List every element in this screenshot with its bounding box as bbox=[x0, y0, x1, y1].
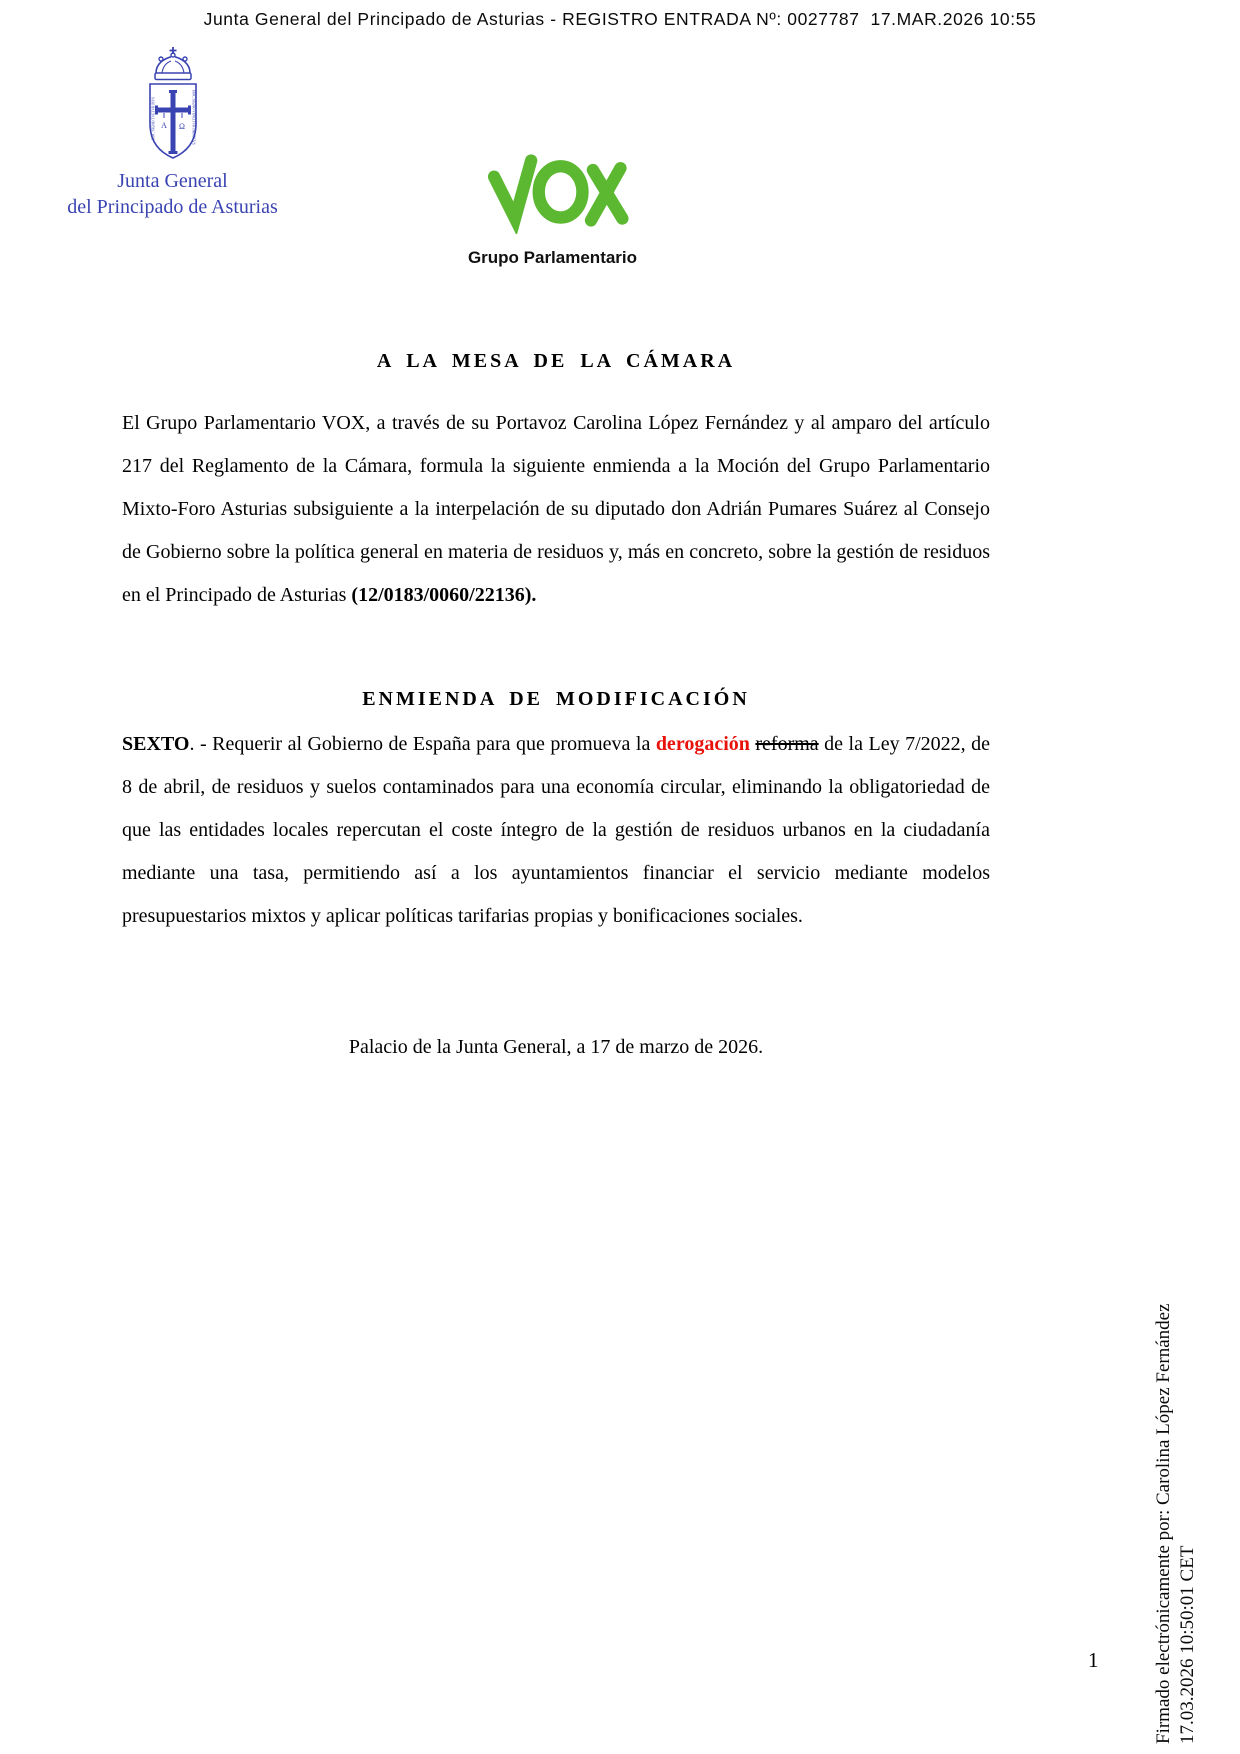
institution-name-line1: Junta General bbox=[117, 170, 228, 192]
intro-text: El Grupo Parlamentario VOX, a través de su Portavoz Carolina López Fernández y al amparo del artículo 217 del Reglamento de la Cámara, formula la siguiente enmienda a la Moción del Grupo Parlamentario Mixto-Foro Asturias subsiguiente a la interpelación de su diputado don Adrián Pumares Suárez al Consejo de Gobierno sobre la política general en materia de residuos y, más en concreto, sobre la gestión de residuos en el Principado de Asturias bbox=[122, 412, 990, 606]
amendment-struck-text: reforma bbox=[755, 733, 819, 755]
vox-letter-x bbox=[591, 168, 622, 220]
alpha-glyph: Α bbox=[160, 121, 167, 130]
salutation-heading: A LA MESA DE LA CÁMARA bbox=[376, 350, 736, 372]
intro-paragraph bbox=[122, 402, 990, 617]
omega-glyph: Ω bbox=[178, 122, 185, 131]
section-heading: ENMIENDA DE MODIFICACIÓN bbox=[362, 688, 750, 710]
institution-name-line2: del Principado de Asturias bbox=[67, 196, 278, 218]
amendment-paragraph bbox=[122, 723, 990, 938]
amendment-ordinal: SEXTO bbox=[122, 733, 190, 755]
crown-band bbox=[155, 73, 191, 80]
asturias-coat-of-arms-icon bbox=[138, 46, 208, 162]
institution-block bbox=[40, 46, 305, 220]
crown-pearl bbox=[171, 53, 175, 57]
closing-dateline: Palacio de la Junta General, a 17 de marzo de 2026. bbox=[348, 1036, 764, 1058]
party-subtitle: Grupo Parlamentario bbox=[467, 248, 638, 267]
emblem-motto-left: HOC SIGNO TVETVR PIVS bbox=[151, 96, 155, 140]
signature-line1: Firmado electrónicamente por: Carolina López Fernández bbox=[1153, 1303, 1174, 1744]
crown-arches bbox=[156, 57, 190, 73]
crown-inner-arches bbox=[162, 61, 184, 73]
page-number: 1 bbox=[1088, 1648, 1099, 1672]
registry-stamp: Junta General del Principado de Asturias - REGISTRO ENTRADA Nº: 0027787 17.MAR.2026 10:55 bbox=[203, 9, 1037, 29]
case-reference: (12/0183/0060/22136). bbox=[351, 584, 537, 606]
emblem-motto-right: HOC SIGNO VINCITVR INIMICVS bbox=[191, 90, 195, 145]
vox-logo-icon bbox=[477, 146, 629, 234]
signature-line2: 17.03.2026 10:50:01 CET bbox=[1177, 1545, 1198, 1744]
amendment-inserted-text: derogación bbox=[655, 733, 750, 755]
vox-letter-v bbox=[494, 161, 531, 219]
party-block bbox=[460, 146, 645, 268]
amendment-lead: . - Requerir al Gobierno de España para que promueva la bbox=[189, 733, 656, 755]
vox-letter-o bbox=[538, 166, 582, 217]
electronic-signature-sidebar bbox=[1152, 1204, 1200, 1744]
amendment-rest: de la Ley 7/2022, de 8 de abril, de residuos y suelos contaminados para una economía circular, eliminando la obligatoriedad de que las entidades locales repercutan el coste íntegro de la gestión de residuos urbanos en la ciudadanía mediante una tasa, permitiendo así a los ayuntamientos financiar el servicio mediante modelos presupuestarios mixtos y aplicar políticas tarifarias propias y bonificaciones sociales. bbox=[122, 733, 990, 927]
